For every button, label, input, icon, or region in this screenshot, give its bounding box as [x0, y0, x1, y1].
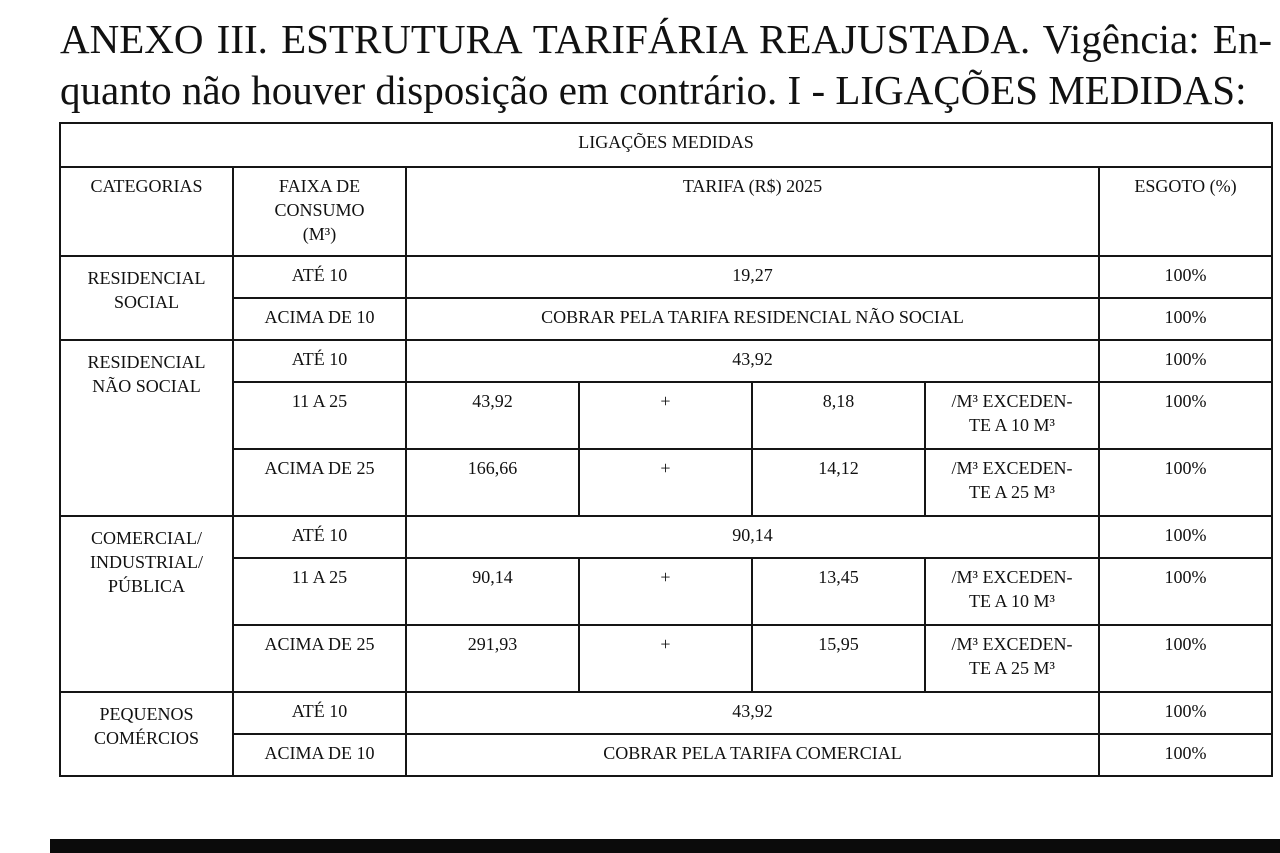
- category-line2: COMÉRCIOS: [93, 728, 200, 748]
- category-cell: [60, 256, 233, 340]
- tarifa-cell: 90,14: [406, 516, 1099, 558]
- category-cell: [60, 516, 233, 692]
- excedente-line1: /M³ EXCEDEN-: [951, 634, 1073, 654]
- base-cell: 43,92: [406, 382, 579, 449]
- esgoto-cell: 100%: [1099, 340, 1272, 382]
- plus-cell: +: [579, 625, 752, 692]
- faixa-cell: ATÉ 10: [233, 516, 406, 558]
- rate-cell: 14,12: [752, 449, 925, 516]
- table-row: [60, 382, 1272, 449]
- category-line2: NÃO SOCIAL: [92, 376, 201, 396]
- category-cell: [60, 340, 233, 516]
- rate-cell: 13,45: [752, 558, 925, 625]
- excedente-cell: [925, 382, 1099, 449]
- faixa-cell: ACIMA DE 10: [233, 734, 406, 776]
- tarifa-cell: COBRAR PELA TARIFA COMERCIAL: [406, 734, 1099, 776]
- esgoto-cell: 100%: [1099, 692, 1272, 734]
- faixa-cell: ACIMA DE 25: [233, 625, 406, 692]
- esgoto-cell: 100%: [1099, 625, 1272, 692]
- esgoto-cell: 100%: [1099, 449, 1272, 516]
- plus-cell: +: [579, 558, 752, 625]
- excedente-line2: TE A 25 M³: [969, 658, 1055, 678]
- tarifa-cell: 43,92: [406, 692, 1099, 734]
- tarifa-cell: 19,27: [406, 256, 1099, 298]
- base-cell: 166,66: [406, 449, 579, 516]
- category-cell: [60, 692, 233, 776]
- esgoto-cell: 100%: [1099, 298, 1272, 340]
- esgoto-cell: 100%: [1099, 516, 1272, 558]
- tarifa-cell: COBRAR PELA TARIFA RESIDENCIAL NÃO SOCIAL: [406, 298, 1099, 340]
- faixa-cell: 11 A 25: [233, 382, 406, 449]
- faixa-cell: 11 A 25: [233, 558, 406, 625]
- faixa-cell: ACIMA DE 25: [233, 449, 406, 516]
- heading-line-1: ANEXO III. ESTRUTURA TARIFÁRIA REAJUSTADA. Vigência: En-: [60, 16, 1272, 62]
- tariff-table: [59, 122, 1273, 777]
- table-row: [60, 340, 1272, 382]
- table-title-row: [60, 123, 1272, 167]
- heading-line-2: quanto não houver disposição em contrário. I - LIGAÇÕES MEDIDAS:: [60, 67, 1247, 113]
- table-header-row: [60, 167, 1272, 256]
- base-cell: 90,14: [406, 558, 579, 625]
- excedente-cell: [925, 625, 1099, 692]
- table-row: [60, 449, 1272, 516]
- excedente-line1: /M³ EXCEDEN-: [951, 567, 1073, 587]
- table-row: [60, 734, 1272, 776]
- excedente-line1: /M³ EXCEDEN-: [951, 391, 1073, 411]
- faixa-cell: ACIMA DE 10: [233, 298, 406, 340]
- category-line1: RESIDENCIAL: [87, 352, 206, 372]
- page-bottom-bar: [50, 839, 1280, 853]
- header-faixa: [233, 167, 406, 256]
- faixa-cell: ATÉ 10: [233, 256, 406, 298]
- excedente-line2: TE A 10 M³: [969, 591, 1055, 611]
- table-row: [60, 256, 1272, 298]
- category-line1: RESIDENCIAL: [87, 268, 206, 288]
- header-faixa-line1: FAIXA DE: [278, 176, 361, 196]
- excedente-line2: TE A 25 M³: [969, 482, 1055, 502]
- excedente-line1: /M³ EXCEDEN-: [951, 458, 1073, 478]
- document-heading: [60, 14, 1272, 116]
- plus-cell: +: [579, 382, 752, 449]
- excedente-line2: TE A 10 M³: [969, 415, 1055, 435]
- table-row: [60, 558, 1272, 625]
- esgoto-cell: 100%: [1099, 734, 1272, 776]
- tarifa-cell: 43,92: [406, 340, 1099, 382]
- header-esgoto: ESGOTO (%): [1099, 167, 1272, 256]
- excedente-cell: [925, 558, 1099, 625]
- esgoto-cell: 100%: [1099, 256, 1272, 298]
- table-row: [60, 298, 1272, 340]
- table-row: [60, 516, 1272, 558]
- header-faixa-line3: (M³): [302, 224, 337, 244]
- faixa-cell: ATÉ 10: [233, 340, 406, 382]
- esgoto-cell: 100%: [1099, 558, 1272, 625]
- faixa-cell: ATÉ 10: [233, 692, 406, 734]
- base-cell: 291,93: [406, 625, 579, 692]
- category-line2: SOCIAL: [113, 292, 179, 312]
- header-faixa-line2: CONSUMO: [274, 200, 365, 220]
- category-line3: PÚBLICA: [107, 576, 185, 596]
- esgoto-cell: 100%: [1099, 382, 1272, 449]
- category-line1: COMERCIAL/: [90, 528, 202, 548]
- header-tarifa: TARIFA (R$) 2025: [406, 167, 1099, 256]
- table-title: LIGAÇÕES MEDIDAS: [60, 123, 1272, 167]
- header-categorias: CATEGORIAS: [60, 167, 233, 256]
- rate-cell: 8,18: [752, 382, 925, 449]
- category-line2: INDUSTRIAL/: [90, 552, 203, 572]
- table-row: [60, 692, 1272, 734]
- table-row: [60, 625, 1272, 692]
- plus-cell: +: [579, 449, 752, 516]
- excedente-cell: [925, 449, 1099, 516]
- category-line1: PEQUENOS: [99, 704, 194, 724]
- rate-cell: 15,95: [752, 625, 925, 692]
